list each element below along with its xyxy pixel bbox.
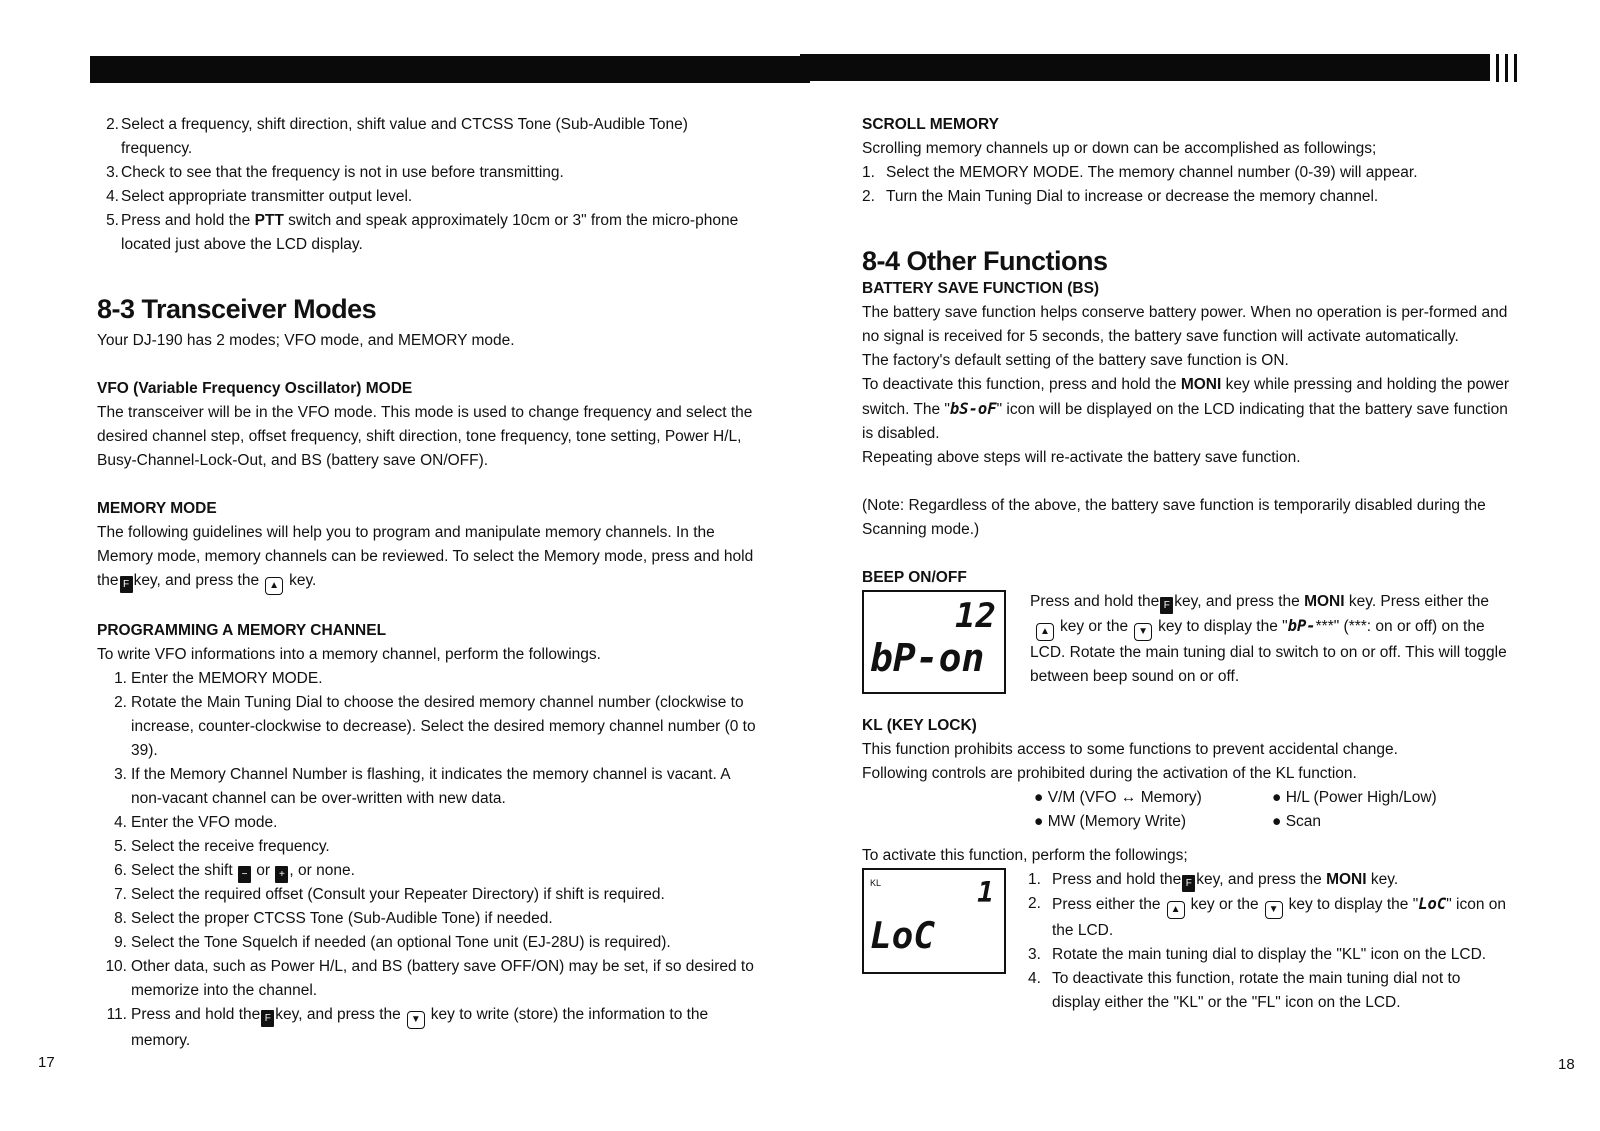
programming-steps-list xyxy=(97,667,757,1053)
list-item: 5. Press and hold the PTT switch and speak approximately 10cm or 3" from the micro-phone located just above the LCD display. xyxy=(106,212,739,253)
key-lock-lcd-display xyxy=(862,868,1006,974)
key-lock-section xyxy=(862,868,1522,1038)
list-item: 3. If the Memory Channel Number is flashing, it indicates the memory channel is vacant. A non-vacant channel can be over-written with new data. xyxy=(114,766,730,807)
list-item: 11. Press and hold the F key, and press the ▼ key to write (store) the information to the memory. xyxy=(106,1006,709,1049)
list-item: 6. Select the shift − or + , or none. xyxy=(101,859,757,883)
list-item: 3. Check to see that the frequency is not in use before transmitting. xyxy=(106,164,564,181)
down-key-icon: ▼ xyxy=(407,1011,425,1029)
battery-save-p2: The factory's default setting of the battery save function is ON. xyxy=(862,352,1289,369)
list-item: 10. Other data, such as Power H/L, and BS (battery save OFF/ON) may be set, if so desired to memorize into the channel. xyxy=(105,958,754,999)
page-number-right: 18 xyxy=(1558,1056,1575,1073)
list-item: 4. To deactivate this function, rotate the main tuning dial not to display either the "KL" or the "FL" icon on the LCD. xyxy=(1028,970,1461,1011)
section-title-other-functions: 8-4 Other Functions xyxy=(862,246,1108,276)
bullet-icon: ● xyxy=(1272,789,1282,806)
battery-save-p4: Repeating above steps will re-activate the battery save function. xyxy=(862,449,1301,466)
memory-text: The following guidelines will help you to program and manipulate memory channels. In the Memory mode, memory channels can be reviewed. To select the Memory mode, press and hold the F key, and press the ▲ key. xyxy=(97,521,757,595)
vfo-text: The transceiver will be in the VFO mode. This mode is used to change frequency and select the desired channel step, offset frequency, shift direction, tone frequency, tone setting, Power H/L, Busy-Channel-Lock-Out, and BS (battery save ON/OFF). xyxy=(97,404,753,469)
f-key-icon: F xyxy=(1160,597,1173,614)
list-item: 1. Select the MEMORY MODE. The memory channel number (0-39) will appear. xyxy=(862,164,1418,181)
beep-lcd-text: bP-on xyxy=(870,636,985,680)
list-item: 4. Select appropriate transmitter output level. xyxy=(106,188,413,205)
beep-lcd-display xyxy=(862,590,1006,694)
bullet-icon: ● xyxy=(1272,813,1282,830)
f-key-icon: F xyxy=(1182,875,1195,892)
section-title-transceiver-modes: 8-3 Transceiver Modes xyxy=(97,294,377,324)
beep-lcd-channel: 12 xyxy=(955,596,996,636)
list-item: 2. Turn the Main Tuning Dial to increase or decrease the memory channel. xyxy=(862,188,1379,205)
list-item: 9. Select the Tone Squelch if needed (an optional Tone unit (EJ-28U) is required). xyxy=(114,934,671,951)
battery-save-p1: The battery save function helps conserve battery power. When no operation is per-formed and no signal is received for 5 seconds, the battery save function will activate automatically. xyxy=(862,304,1508,345)
f-key-icon: F xyxy=(261,1010,274,1027)
right-page xyxy=(862,113,1522,1038)
scroll-intro: Scrolling memory channels up or down can be accomplished as followings; xyxy=(862,140,1377,157)
kl-lcd-label: KL xyxy=(870,878,882,888)
battery-save-p3: To deactivate this function, press and hold the MONI key while pressing and holding the power switch. The "bS-oF" icon will be displayed on the LCD indicating that the battery save function is disabled. xyxy=(862,376,1510,442)
list-item: 1. Press and hold the F key, and press the MONI key. xyxy=(1028,868,1508,892)
key-lock-p2: Following controls are prohibited during the activation of the KL function. xyxy=(862,765,1357,782)
list-item: 4. Enter the VFO mode. xyxy=(114,814,278,831)
up-key-icon: ▲ xyxy=(1167,901,1185,919)
f-key-icon: F xyxy=(120,576,133,593)
list-item: 1. Enter the MEMORY MODE. xyxy=(114,670,323,687)
left-page xyxy=(97,113,757,1053)
list-item: 7. Select the required offset (Consult your Repeater Directory) if shift is required. xyxy=(114,886,665,903)
header-bar-right xyxy=(800,54,1490,81)
kl-lcd-text: LoC xyxy=(870,916,936,957)
header-tick-marks xyxy=(1496,54,1528,82)
list-item: 8. Select the proper CTCSS Tone (Sub-Audible Tone) if needed. xyxy=(114,910,553,927)
list-item: 2. Select a frequency, shift direction, shift value and CTCSS Tone (Sub-Audible Tone) frequency. xyxy=(106,116,688,157)
bullet-icon: ● xyxy=(1034,813,1044,830)
programming-heading: PROGRAMMING A MEMORY CHANNEL xyxy=(97,622,387,639)
down-key-icon: ▼ xyxy=(1134,623,1152,641)
loc-lcd-icon: LoC xyxy=(1418,895,1447,913)
battery-save-note: (Note: Regardless of the above, the battery save function is temporarily disabled during the Scanning mode.) xyxy=(862,497,1486,538)
plus-key-icon: + xyxy=(275,866,288,883)
list-item: ● H/L (Power High/Low) xyxy=(1272,789,1437,806)
list-item: 3. Rotate the main tuning dial to display the "KL" icon on the LCD. xyxy=(1028,946,1487,963)
bs-off-lcd-icon: bS-oF xyxy=(949,400,997,418)
memory-heading: MEMORY MODE xyxy=(97,500,217,517)
programming-intro: To write VFO informations into a memory channel, perform the followings. xyxy=(97,646,601,663)
modes-intro: Your DJ-190 has 2 modes; VFO mode, and MEMORY mode. xyxy=(97,332,515,349)
list-item: 2. Press either the ▲ key or the ▼ key to display the "LoC" icon on the LCD. xyxy=(1028,895,1506,939)
list-item: ● Scan xyxy=(1272,813,1322,830)
key-lock-steps-list xyxy=(1028,868,1508,1015)
list-item: 2. Rotate the Main Tuning Dial to choose the desired memory channel number (clockwise to increase, counter-clockwise to decrease). Select the desired memory channel number (0 to 39). xyxy=(114,694,756,759)
top-steps-list xyxy=(97,113,757,257)
minus-key-icon: − xyxy=(238,866,251,883)
list-item: ● V/M (VFO ↔ Memory) xyxy=(1034,789,1202,806)
list-item: ● MW (Memory Write) xyxy=(1034,813,1187,830)
beep-heading: BEEP ON/OFF xyxy=(862,569,967,586)
header-bar-left xyxy=(90,56,810,83)
kl-lcd-channel: 1 xyxy=(977,876,994,909)
beep-text: Press and hold the F key, and press the MONI key. Press either the▲ key or the ▼ key to display the "bP-***" (***: on or off) on the LCD. Rotate the main tuning dial to switch to on or off. This will toggle between beep sound on or off. xyxy=(1030,593,1507,685)
key-lock-bullets xyxy=(862,786,1522,834)
key-lock-heading: KL (KEY LOCK) xyxy=(862,717,977,734)
beep-lcd-icon: bP- xyxy=(1287,617,1316,635)
key-lock-activate: To activate this function, perform the followings; xyxy=(862,847,1188,864)
up-key-icon: ▲ xyxy=(265,577,283,595)
scroll-heading: SCROLL MEMORY xyxy=(862,116,999,133)
bullet-icon: ● xyxy=(1034,789,1044,806)
down-key-icon: ▼ xyxy=(1265,901,1283,919)
page-number-left: 17 xyxy=(38,1054,55,1071)
vfo-heading: VFO (Variable Frequency Oscillator) MODE xyxy=(97,380,413,397)
list-item: 5. Select the receive frequency. xyxy=(114,838,330,855)
key-lock-p1: This function prohibits access to some functions to prevent accidental change. xyxy=(862,741,1398,758)
battery-save-heading: BATTERY SAVE FUNCTION (BS) xyxy=(862,280,1100,297)
up-key-icon: ▲ xyxy=(1036,623,1054,641)
beep-section xyxy=(862,590,1522,708)
